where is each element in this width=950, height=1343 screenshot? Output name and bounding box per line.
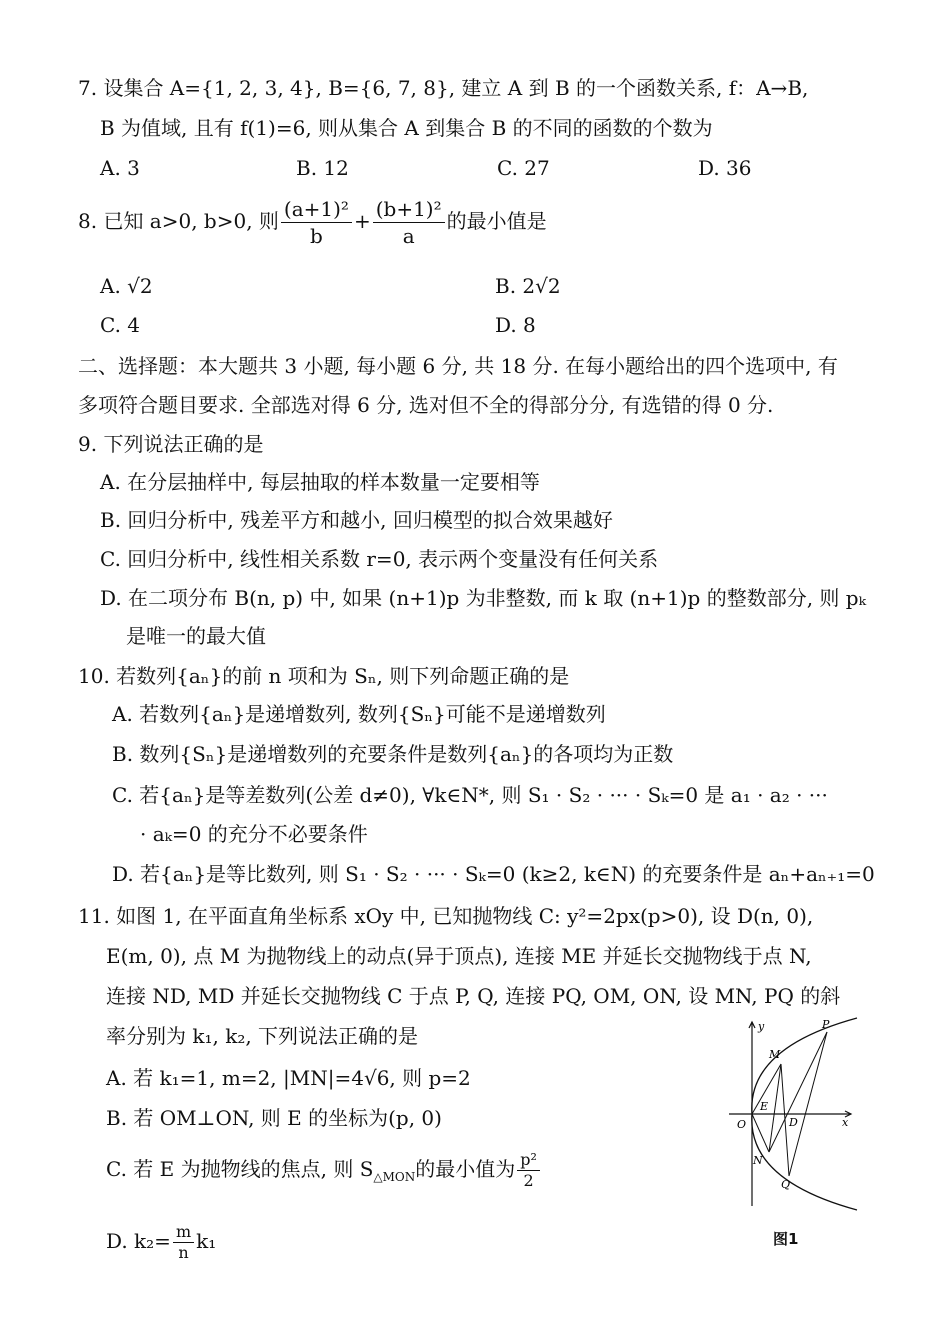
q11-option-c-mid: 的最小值为 [415,1157,516,1181]
q11-stem-line2: E(m, 0), 点 M 为抛物线上的动点(异于顶点), 连接 ME 并延长交抛物线于点 N, [106,944,812,968]
parabola-figure [727,1014,867,1212]
q7-option-d: D. 36 [698,156,752,180]
q11-option-a: A. 若 k₁=1, m=2, |MN|=4√6, 则 p=2 [106,1066,471,1090]
q11-option-c-subscript: △MON [373,1170,416,1184]
section2-line2: 多项符合题目要求. 全部选对得 6 分, 选对但不全的得部分分, 有选错的得 0 分. [78,393,774,417]
q8-fraction-1 [281,196,352,249]
fig-label-y: y [758,1020,765,1033]
q11-stem-line4: 率分别为 k₁, k₂, 下列说法正确的是 [106,1024,419,1048]
segment-on [752,1114,769,1152]
q10-option-c-line1: C. 若{aₙ}是等差数列(公差 d≠0), ∀k∈N*, 则 S₁ · S₂ · ··· · Sₖ=0 是 a₁ · a₂ · ··· [112,783,828,807]
q8-frac2-den: a [402,224,415,248]
q11-option-c-num: p² [517,1150,540,1171]
q8-option-b: B. 2√2 [495,274,561,298]
q9-option-c: C. 回归分析中, 线性相关系数 r=0, 表示两个变量没有任何关系 [100,547,659,571]
q11-option-c-prefix: C. 若 E 为抛物线的焦点, 则 S [106,1157,374,1181]
q11-option-c-den: 2 [523,1171,534,1190]
q8-fraction-2 [373,196,445,249]
q8-frac1-den: b [310,224,323,248]
q11-option-d-den: n [178,1243,189,1262]
fig-label-x: x [842,1116,849,1129]
fig-label-p: P [822,1018,830,1031]
q10-option-d: D. 若{aₙ}是等比数列, 则 S₁ · S₂ · ··· · Sₖ=0 (k≥2, k∈N) 的充要条件是 aₙ+aₙ₊₁=0 [112,862,875,886]
q8-frac1-num: (a+1)² [281,196,352,223]
q10-stem: 10. 若数列{aₙ}的前 n 项和为 Sₙ, 则下列命题正确的是 [78,664,570,688]
q10-option-b: B. 数列{Sₙ}是递增数列的充要条件是数列{aₙ}的各项均为正数 [112,742,674,766]
section2-line1: 二、选择题：本大题共 3 小题, 每小题 6 分, 共 18 分. 在每小题给出的四个选项中, 有 [78,354,838,378]
q11-option-d-prefix: D. k₂= [106,1229,171,1253]
q7-option-c: C. 27 [497,156,550,180]
fig-label-o: O [737,1118,747,1131]
q10-option-c-line2: · aₖ=0 的充分不必要条件 [140,822,368,846]
fig-label-n: N [753,1154,763,1167]
q11-option-c-fraction [517,1150,540,1191]
q8-suffix: 的最小值是 [446,209,547,233]
fig-label-q: Q [781,1178,791,1191]
q9-option-d-line1: D. 在二项分布 B(n, p) 中, 如果 (n+1)p 为非整数, 而 k 取 (n+1)p 的整数部分, 则 pₖ [100,586,866,610]
q11-stem-line3: 连接 ND, MD 并延长交抛物线 C 于点 P, Q, 连接 PQ, OM, ON, 设 MN, PQ 的斜 [106,984,841,1008]
q9-option-a: A. 在分层抽样中, 每层抽取的样本数量一定要相等 [100,470,540,494]
q11-option-c [106,1150,542,1191]
q8-option-c: C. 4 [100,313,141,337]
q8-stem [78,196,547,249]
segment-pq [789,1032,827,1176]
q8-prefix: 8. 已知 a>0, b>0, 则 [78,209,279,233]
q8-frac2-num: (b+1)² [373,196,445,223]
q11-stem-line1: 11. 如图 1, 在平面直角坐标系 xOy 中, 已知抛物线 C: y²=2px(p>0), 设 D(n, 0), [78,904,814,928]
q9-stem: 9. 下列说法正确的是 [78,432,264,456]
fig-label-e: E [760,1100,769,1113]
q11-option-b: B. 若 OM⊥ON, 则 E 的坐标为(p, 0) [106,1106,442,1130]
q10-option-a: A. 若数列{aₙ}是递增数列, 数列{Sₙ}可能不是递增数列 [112,702,606,726]
q8-plus: + [353,209,371,233]
q11-option-d-num: m [173,1222,194,1243]
fig-label-m: M [769,1048,781,1061]
q8-option-a: A. √2 [100,274,153,298]
q8-option-d: D. 8 [495,313,536,337]
figure-caption: 图1 [773,1230,799,1248]
q7-stem-line2: B 为值域, 且有 f(1)=6, 则从集合 A 到集合 B 的不同的函数的个数为 [100,116,713,140]
q11-option-d-fraction [173,1222,194,1263]
q9-option-b: B. 回归分析中, 残差平方和越小, 回归模型的拟合效果越好 [100,508,613,532]
q11-option-d [106,1222,216,1263]
q7-stem-line1: 7. 设集合 A={1, 2, 3, 4}, B={6, 7, 8}, 建立 A 到 B 的一个函数关系, f：A→B, [78,76,809,100]
q11-option-d-suffix: k₁ [196,1229,217,1253]
q7-option-a: A. 3 [100,156,140,180]
fig-label-d: D [789,1116,798,1129]
q7-option-b: B. 12 [296,156,349,180]
q9-option-d-line2: 是唯一的最大值 [126,624,266,648]
